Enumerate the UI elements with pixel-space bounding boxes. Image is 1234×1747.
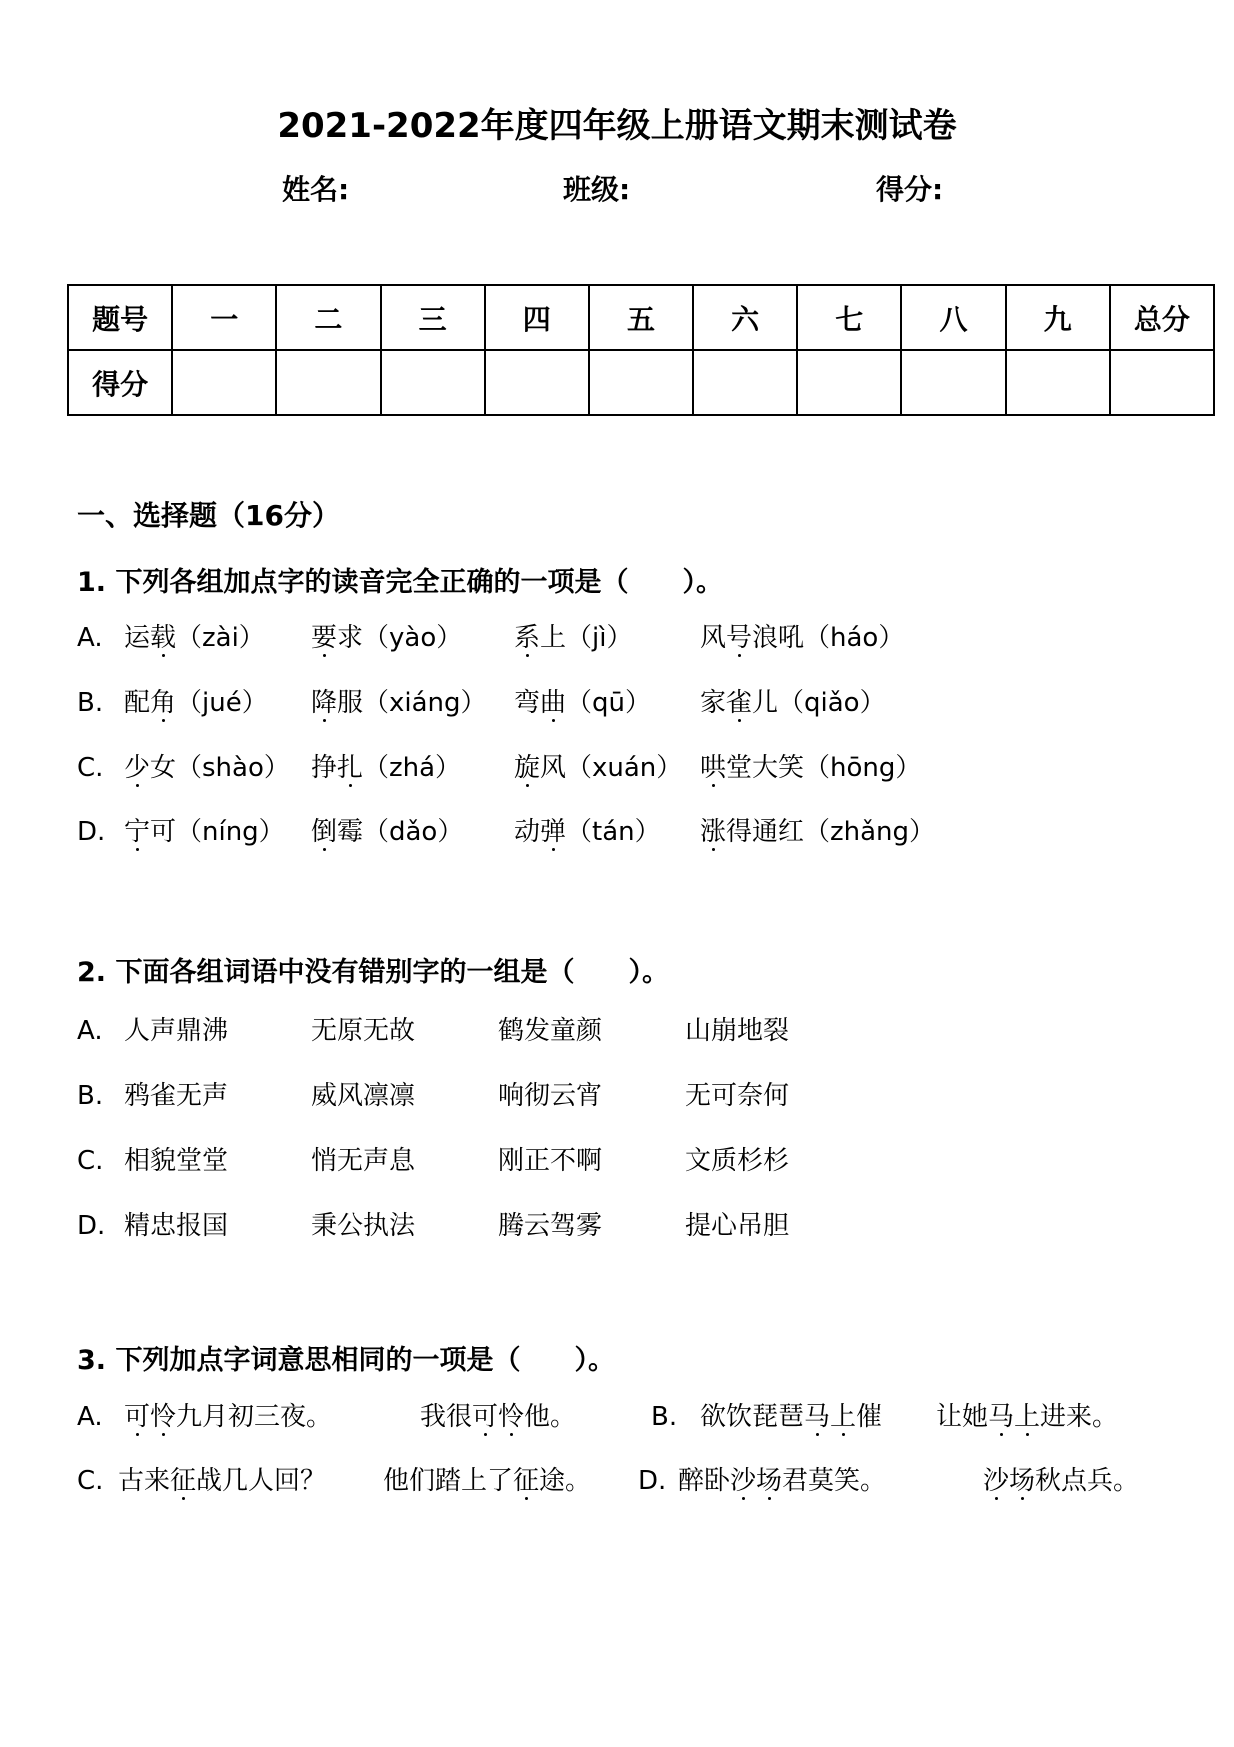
score-cell [901, 350, 1005, 415]
option-item: 运载（zài） [124, 623, 265, 653]
option-label: B. [651, 1402, 678, 1432]
header-cell: 八 [901, 285, 1005, 350]
emphasis-dot [162, 654, 165, 657]
option-item: 哄堂大笑（hōng） [700, 753, 922, 783]
header-cell: 四 [485, 285, 589, 350]
option-label: B. [77, 1081, 104, 1111]
option-item: 欲饮琵琶马上催 [700, 1402, 883, 1432]
emphasis-dot [526, 654, 529, 657]
row-label-cell: 得分 [68, 350, 172, 415]
option-label: D. [638, 1466, 667, 1496]
emphasis-dot [1000, 1433, 1003, 1436]
score-cell [589, 350, 693, 415]
score-cell [485, 350, 589, 415]
option-label: B. [77, 688, 104, 718]
emphasis-dot [136, 1433, 139, 1436]
option-item: 秉公执法 [311, 1211, 416, 1241]
option-item: 配角（jué） [124, 688, 268, 718]
header-cell: 二 [276, 285, 380, 350]
question-3-stem: 3. 下列加点字词意思相同的一项是（ ）。 [77, 1345, 615, 1376]
question-1-stem: 1. 下列各组加点字的读音完全正确的一项是（ ）。 [77, 567, 723, 598]
option-item: 文质杉杉 [685, 1146, 790, 1176]
section-heading: 一、选择题（16分） [77, 499, 340, 532]
option-item: 相貌堂堂 [124, 1146, 229, 1176]
option-item: 响彻云宵 [498, 1081, 603, 1111]
option-item: 倒霉（dǎo） [311, 817, 464, 847]
option-label: D. [77, 817, 106, 847]
emphasis-dot [842, 1433, 845, 1436]
emphasis-dot [712, 784, 715, 787]
header-cell: 一 [172, 285, 276, 350]
option-label: A. [77, 1402, 103, 1432]
emphasis-dot [162, 719, 165, 722]
option-label: C. [77, 1466, 104, 1496]
option-item: 刚正不啊 [498, 1146, 603, 1176]
score-cell [1006, 350, 1110, 415]
emphasis-dot [738, 719, 741, 722]
emphasis-dot [816, 1433, 819, 1436]
option-item: 腾云驾雾 [498, 1211, 603, 1241]
header-cell: 题号 [68, 285, 172, 350]
header-cell: 五 [589, 285, 693, 350]
option-item: 挣扎（zhá） [311, 753, 462, 783]
option-item: 让她马上进来。 [936, 1402, 1119, 1432]
option-label: C. [77, 753, 104, 783]
score-cell [1110, 350, 1214, 415]
emphasis-dot [742, 1497, 745, 1500]
emphasis-dot [510, 1433, 513, 1436]
option-item: 要求（yào） [311, 623, 463, 653]
emphasis-dot [712, 848, 715, 851]
option-item: 旋风（xuán） [514, 753, 683, 783]
score-table [67, 284, 1215, 416]
option-item: 鹤发童颜 [498, 1016, 603, 1046]
score-cell [276, 350, 380, 415]
option-label: C. [77, 1146, 104, 1176]
option-item: 系上（jì） [514, 623, 633, 653]
score-cell [172, 350, 276, 415]
score-table-score-row [68, 350, 1214, 415]
header-cell: 九 [1006, 285, 1110, 350]
option-item: 无原无故 [311, 1016, 416, 1046]
emphasis-dot [768, 1497, 771, 1500]
option-item: 风号浪吼（háo） [700, 623, 905, 653]
option-item: 降服（xiáng） [311, 688, 487, 718]
option-item: 他们踏上了征途。 [383, 1466, 592, 1496]
score-cell [797, 350, 901, 415]
emphasis-dot [738, 654, 741, 657]
header-cell: 三 [381, 285, 485, 350]
option-label: A. [77, 1016, 103, 1046]
emphasis-dot [484, 1433, 487, 1436]
option-item: 宁可（níng） [124, 817, 285, 847]
emphasis-dot [552, 848, 555, 851]
option-item: 涨得通红（zhǎng） [700, 817, 936, 847]
option-item: 醉卧沙场君莫笑。 [678, 1466, 887, 1496]
score-table-header-row [68, 285, 1214, 350]
question-2-stem: 2. 下面各组词语中没有错别字的一组是（ ）。 [77, 957, 669, 988]
option-label: A. [77, 623, 103, 653]
class-field-label: 班级: [563, 173, 631, 206]
option-item: 精忠报国 [124, 1211, 229, 1241]
option-item: 沙场秋点兵。 [983, 1466, 1140, 1496]
name-field-label: 姓名: [282, 173, 350, 206]
option-item: 提心吊胆 [685, 1211, 790, 1241]
option-item: 鸦雀无声 [124, 1081, 229, 1111]
emphasis-dot [136, 848, 139, 851]
header-cell: 六 [693, 285, 797, 350]
emphasis-dot [525, 1497, 528, 1500]
page-title: 2021-2022年度四年级上册语文期末测试卷 [277, 106, 957, 146]
emphasis-dot [162, 1433, 165, 1436]
option-item: 家雀儿（qiǎo） [700, 688, 886, 718]
emphasis-dot [1026, 1433, 1029, 1436]
emphasis-dot [349, 784, 352, 787]
option-item: 古来征战几人回？ [118, 1466, 327, 1496]
emphasis-dot [323, 848, 326, 851]
emphasis-dot [526, 784, 529, 787]
emphasis-dot [995, 1497, 998, 1500]
emphasis-dot [1021, 1497, 1024, 1500]
emphasis-dot [323, 654, 326, 657]
header-cell: 总分 [1110, 285, 1214, 350]
emphasis-dot [182, 1497, 185, 1500]
option-item: 威风凛凛 [311, 1081, 416, 1111]
option-item: 悄无声息 [311, 1146, 416, 1176]
option-item: 山崩地裂 [685, 1016, 790, 1046]
option-item: 可怜九月初三夜。 [124, 1402, 333, 1432]
option-item: 人声鼎沸 [124, 1016, 229, 1046]
emphasis-dot [136, 784, 139, 787]
emphasis-dot [323, 719, 326, 722]
score-cell [693, 350, 797, 415]
score-field-label: 得分: [876, 173, 944, 206]
option-item: 无可奈何 [685, 1081, 790, 1111]
option-item: 少女（shào） [124, 753, 290, 783]
option-item: 弯曲（qū） [514, 688, 651, 718]
option-item: 我很可怜他。 [420, 1402, 577, 1432]
emphasis-dot [552, 719, 555, 722]
option-item: 动弹（tán） [514, 817, 661, 847]
score-cell [381, 350, 485, 415]
header-cell: 七 [797, 285, 901, 350]
option-label: D. [77, 1211, 106, 1241]
